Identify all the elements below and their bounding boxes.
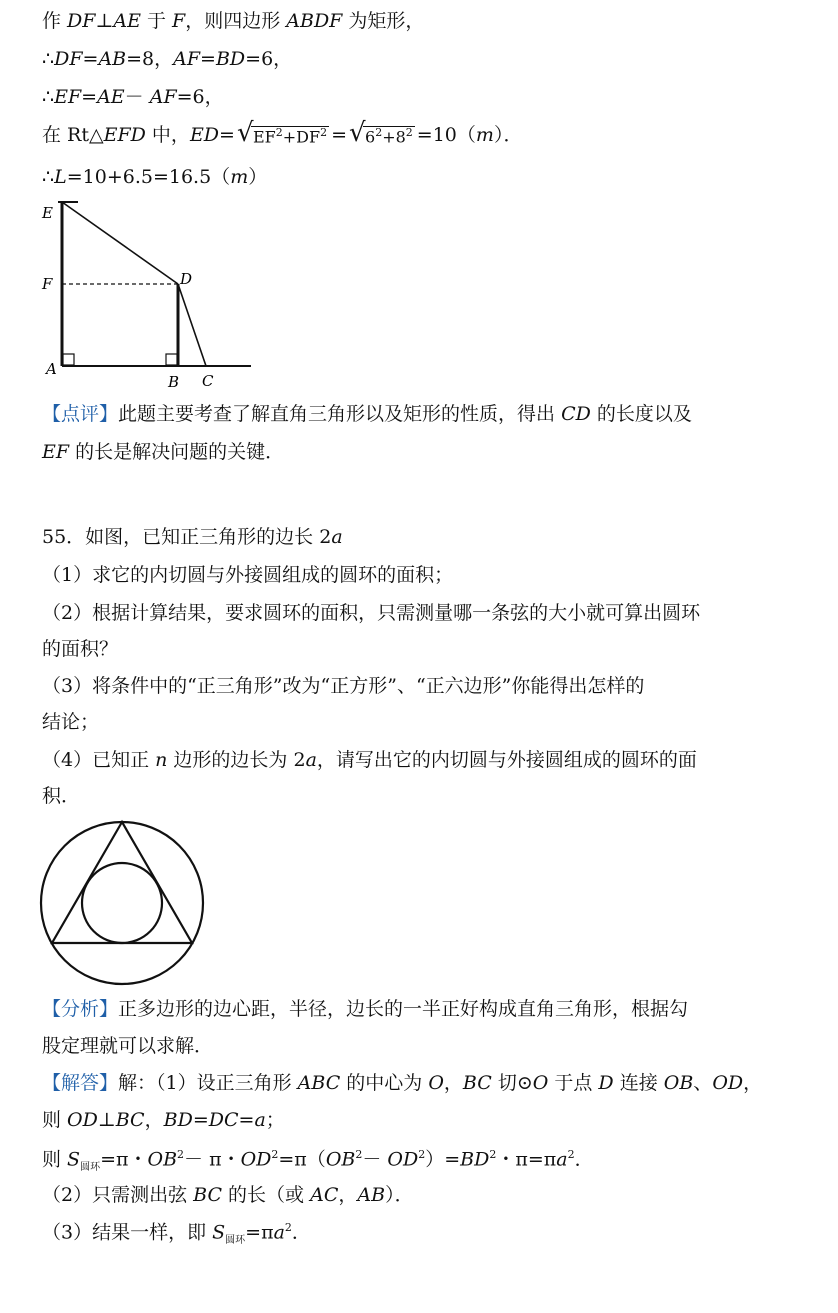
text: ．: [574, 1148, 594, 1171]
var: n: [155, 749, 168, 771]
solution-line-1: [42, 12, 808, 31]
var: EFD: [103, 124, 146, 146]
exponent: 2: [567, 1148, 575, 1161]
solution-line-3: [42, 88, 808, 107]
text: ）．: [493, 124, 523, 146]
var: OB: [663, 1072, 694, 1094]
var: BD: [460, 1148, 490, 1171]
text: ，: [443, 1072, 463, 1094]
right-angle-a: [63, 354, 74, 365]
answer-line-2: [42, 1111, 808, 1130]
var: BC: [193, 1184, 222, 1206]
var: F: [172, 10, 186, 32]
exponent: 2: [489, 1148, 497, 1161]
text: 的长是解决问题的关键．: [69, 441, 285, 463]
text: ∴: [42, 48, 55, 70]
subscript: 圆环: [80, 1162, 101, 1174]
answer-line-1: [42, 1074, 808, 1093]
text: （3）结果一样，即: [42, 1221, 213, 1244]
label-d: D: [180, 270, 193, 288]
text: 连接: [613, 1072, 664, 1094]
text: ，: [743, 1072, 763, 1094]
var: AF: [173, 48, 201, 70]
text: =10（: [416, 124, 476, 146]
text: 正多边形的边心距，半径，边长的一半正好构成直角三角形，根据勾: [118, 998, 689, 1020]
var: OD: [387, 1148, 419, 1171]
var: a: [556, 1148, 568, 1171]
text: =: [192, 1109, 209, 1131]
problem-part-4-line-2: [42, 787, 808, 806]
label-b: B: [168, 373, 180, 391]
incircle: [82, 863, 162, 943]
var: BC: [115, 1109, 145, 1131]
geometry-figure-1: [36, 196, 256, 396]
text: 此题主要考查了解直角三角形以及矩形的性质，得出: [118, 403, 562, 425]
text: 55．如图，已知正三角形的边长 2: [42, 526, 332, 548]
text: =π: [245, 1221, 274, 1244]
problem-part-2-line-2: [42, 640, 808, 659]
text: ，: [144, 1109, 164, 1131]
text: 则: [42, 1109, 68, 1131]
problem-part-2-line-1: [42, 604, 808, 623]
problem-part-4-line-1: [42, 751, 808, 770]
label-a: A: [46, 360, 57, 378]
var: m: [230, 166, 249, 188]
text: 的面积？: [42, 638, 119, 660]
text: 中，: [145, 124, 190, 146]
text: 6: [365, 127, 376, 147]
text: ，则四边形: [185, 10, 287, 32]
text: 为矩形，: [342, 10, 425, 32]
sqrt-expression-2: √ $6^2+8^2$: [349, 118, 413, 149]
review-line-2: [42, 443, 808, 462]
review-tag: 【点评】: [42, 403, 119, 425]
text: （2）只需测出弦: [42, 1184, 194, 1206]
problem-part-1: [42, 566, 808, 585]
text: =: [81, 86, 98, 108]
var: S: [212, 1221, 226, 1244]
exponent: 2: [418, 1148, 426, 1161]
var: a: [305, 749, 317, 771]
text: 边形的边长为 2: [167, 749, 306, 771]
exponent: 2: [284, 1221, 292, 1234]
text: （2）根据计算结果，要求圆环的面积，只需测量哪一条弦的大小就可算出圆环: [42, 602, 701, 624]
var: OD: [712, 1072, 744, 1094]
text: =6，: [176, 86, 224, 108]
exponent: 2: [275, 126, 283, 140]
var: D: [598, 1072, 614, 1094]
var: a: [331, 526, 343, 548]
var: BC: [462, 1072, 492, 1094]
var: DC: [208, 1109, 239, 1131]
text: 的长（或: [222, 1184, 311, 1206]
text: 切⊙: [491, 1072, 533, 1094]
text: ）: [248, 166, 268, 188]
var: EF: [54, 86, 82, 108]
text: 、: [693, 1072, 713, 1094]
text: －: [362, 1148, 388, 1171]
text: ）=: [425, 1148, 461, 1171]
text: 于: [140, 10, 173, 32]
solution-line-4: [42, 118, 808, 149]
text: =π・: [100, 1148, 148, 1171]
text: 积．: [42, 785, 81, 807]
var: OB: [147, 1148, 178, 1171]
text: =: [238, 1109, 255, 1131]
equilateral-triangle: [52, 822, 192, 943]
exponent: 2: [375, 126, 383, 140]
text: － π・: [184, 1148, 241, 1171]
var: O: [428, 1072, 444, 1094]
exponent: 2: [177, 1148, 185, 1161]
text: EF: [252, 127, 276, 147]
text: =: [219, 124, 235, 146]
answer-line-3: [42, 1149, 808, 1173]
text: （3）将条件中的“正三角形”改为“正方形”、“正六边形”你能得出怎样的: [42, 675, 645, 697]
var: AE: [97, 86, 125, 108]
analysis-tag: 【分析】: [42, 998, 119, 1020]
solution-line-5: [42, 168, 808, 187]
var: AF: [149, 86, 177, 108]
text: =π（: [278, 1148, 326, 1171]
text: ⊥: [95, 10, 114, 32]
text: 在 Rt△: [42, 124, 104, 146]
var: m: [475, 124, 494, 146]
segment-dc: [178, 284, 206, 366]
circle-triangle-figure: [38, 818, 208, 988]
problem-title: [42, 528, 808, 547]
text: ∴: [42, 86, 55, 108]
exponent: 2: [355, 1148, 363, 1161]
text: ，: [338, 1184, 358, 1206]
text: 的长度以及: [590, 403, 692, 425]
var: OD: [240, 1148, 272, 1171]
var: OB: [325, 1148, 356, 1171]
label-f: F: [42, 275, 53, 293]
var: L: [54, 166, 67, 188]
exponent: 2: [320, 126, 328, 140]
answer-line-4: [42, 1186, 808, 1205]
text: 于点: [548, 1072, 599, 1094]
analysis-line-1: [42, 1000, 808, 1019]
text: ∴: [42, 166, 55, 188]
var: AC: [310, 1184, 339, 1206]
text: +8: [382, 127, 406, 147]
text: 作: [42, 10, 68, 32]
var: OD: [67, 1109, 98, 1131]
var: a: [273, 1221, 285, 1244]
text: =: [331, 124, 348, 146]
var: a: [254, 1109, 266, 1131]
var: BD: [163, 1109, 193, 1131]
problem-part-3-line-1: [42, 677, 808, 696]
text: －: [124, 86, 150, 108]
var: BD: [215, 48, 246, 70]
var: EF: [42, 441, 70, 463]
text: 结论；: [42, 711, 100, 733]
text: +DF: [282, 127, 321, 147]
right-angle-b: [166, 354, 177, 365]
text: 则: [42, 1148, 68, 1171]
text: 解：（1）设正三角形: [118, 1072, 298, 1094]
text: =: [200, 48, 216, 70]
label-c: C: [202, 372, 214, 390]
solution-line-2: [42, 50, 808, 69]
var: ABC: [297, 1072, 341, 1094]
answer-line-5: [42, 1222, 808, 1246]
segment-ed: [62, 202, 178, 284]
text: =10+6.5=16.5（: [66, 166, 231, 188]
text: =6，: [245, 48, 293, 70]
text: ）．: [385, 1184, 414, 1206]
subscript: 圆环: [225, 1235, 246, 1247]
var: O: [532, 1072, 549, 1094]
var: DF: [67, 10, 96, 32]
answer-tag: 【解答】: [42, 1072, 119, 1094]
exponent: 2: [271, 1148, 279, 1161]
var: ABDF: [286, 10, 343, 32]
text: =: [82, 48, 99, 70]
text: （1）求它的内切圆与外接圆组成的圆环的面积；: [42, 564, 454, 586]
text: 的中心为: [340, 1072, 429, 1094]
var: CD: [561, 403, 591, 425]
text: ⊥: [97, 1109, 116, 1131]
analysis-line-2: [42, 1037, 808, 1056]
var: AB: [98, 48, 127, 70]
var: S: [67, 1148, 81, 1171]
label-e: E: [42, 204, 53, 222]
review-line-1: [42, 405, 808, 424]
var: DF: [54, 48, 83, 70]
circumcircle: [41, 822, 203, 984]
text: （4）已知正: [42, 749, 156, 771]
text: ．: [291, 1221, 311, 1244]
exponent: 2: [405, 126, 413, 140]
text: ・π=π: [496, 1148, 557, 1171]
text: ，请写出它的内切圆与外接圆组成的圆环的面: [316, 749, 697, 771]
text: ；: [265, 1109, 285, 1131]
var: AB: [357, 1184, 386, 1206]
text: =8，: [126, 48, 174, 70]
text: 股定理就可以求解．: [42, 1035, 214, 1057]
sqrt-expression-1: √ $EF^2+DF^2$: [236, 118, 328, 149]
problem-part-3-line-2: [42, 713, 808, 732]
var: ED: [189, 124, 220, 146]
var: AE: [113, 10, 141, 32]
